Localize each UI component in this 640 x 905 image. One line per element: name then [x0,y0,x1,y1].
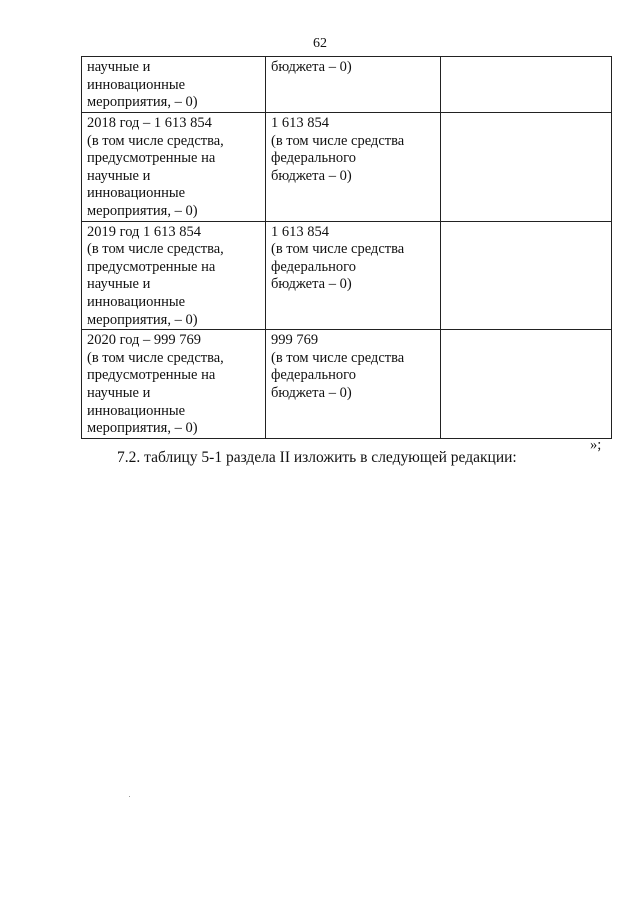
cell-line: мероприятия, – 0) [87,94,198,111]
table-cell-period [82,330,266,439]
cell-line: предусмотренные на [87,150,216,167]
cell-line: инновационные [87,402,186,419]
table-cell-empty [441,330,612,439]
budget-table [81,56,612,439]
cell-line: 1 613 854 [271,115,329,131]
table-cell-period [82,221,266,330]
cell-line: 1 613 854 [271,223,329,240]
cell-line: федерального [271,367,356,384]
cell-text [87,115,261,221]
table-cell-empty [441,113,612,222]
table-cell-period [82,57,266,113]
table-cell-federal [266,221,441,330]
table-row [82,221,612,330]
cell-line: федерального [271,150,356,167]
cell-line: бюджета – 0) [271,276,352,293]
cell-line: научные и [87,384,151,401]
table-cell-federal [266,57,441,113]
table-cell-federal [266,330,441,439]
cell-text [271,224,436,294]
cell-line: научные и [87,167,151,184]
cell-line: научные и [87,59,151,75]
cell-line: инновационные [87,76,186,93]
closing-quote-mark: »; [590,437,602,453]
cell-line: (в том числе средства, [87,349,224,366]
table-cell-empty [441,221,612,330]
cell-line: 2019 год 1 613 854 [87,223,202,240]
cell-line: предусмотренные на [87,258,216,275]
cell-line: бюджета – 0) [271,167,352,184]
cell-line: федерального [271,258,356,275]
cell-line: мероприятия, – 0) [87,420,198,437]
cell-text [87,224,261,330]
cell-line: мероприятия, – 0) [87,311,198,328]
table-cell-period [82,113,266,222]
amendment-instruction: 7.2. таблицу 5-1 раздела II изложить в следующей редакции: [117,449,517,466]
cell-line: (в том числе средства [271,241,405,258]
table-cell-empty [441,57,612,113]
table-cell-federal [266,113,441,222]
table-row [82,113,612,222]
cell-line: бюджета – 0) [271,59,352,75]
cell-text [271,115,436,185]
cell-line: инновационные [87,293,186,310]
cell-text [87,332,261,438]
cell-line: научные и [87,276,151,293]
cell-line: предусмотренные на [87,367,216,384]
cell-line: 2020 год – 999 769 [87,332,202,349]
budget-table-body [82,57,612,439]
cell-line: (в том числе средства [271,349,405,366]
cell-line: 2018 год – 1 613 854 [87,115,212,131]
table-row [82,57,612,113]
cell-text [271,332,436,402]
scan-speck [129,796,130,797]
cell-text [87,59,261,112]
cell-line: (в том числе средства [271,132,405,149]
table-row [82,330,612,439]
cell-text [271,59,436,77]
cell-line: мероприятия, – 0) [87,202,198,219]
cell-line: инновационные [87,185,186,202]
cell-line: бюджета – 0) [271,384,352,401]
cell-line: (в том числе средства, [87,241,224,258]
cell-line: (в том числе средства, [87,132,224,149]
page-number: 62 [313,36,327,51]
cell-line: 999 769 [271,332,319,349]
